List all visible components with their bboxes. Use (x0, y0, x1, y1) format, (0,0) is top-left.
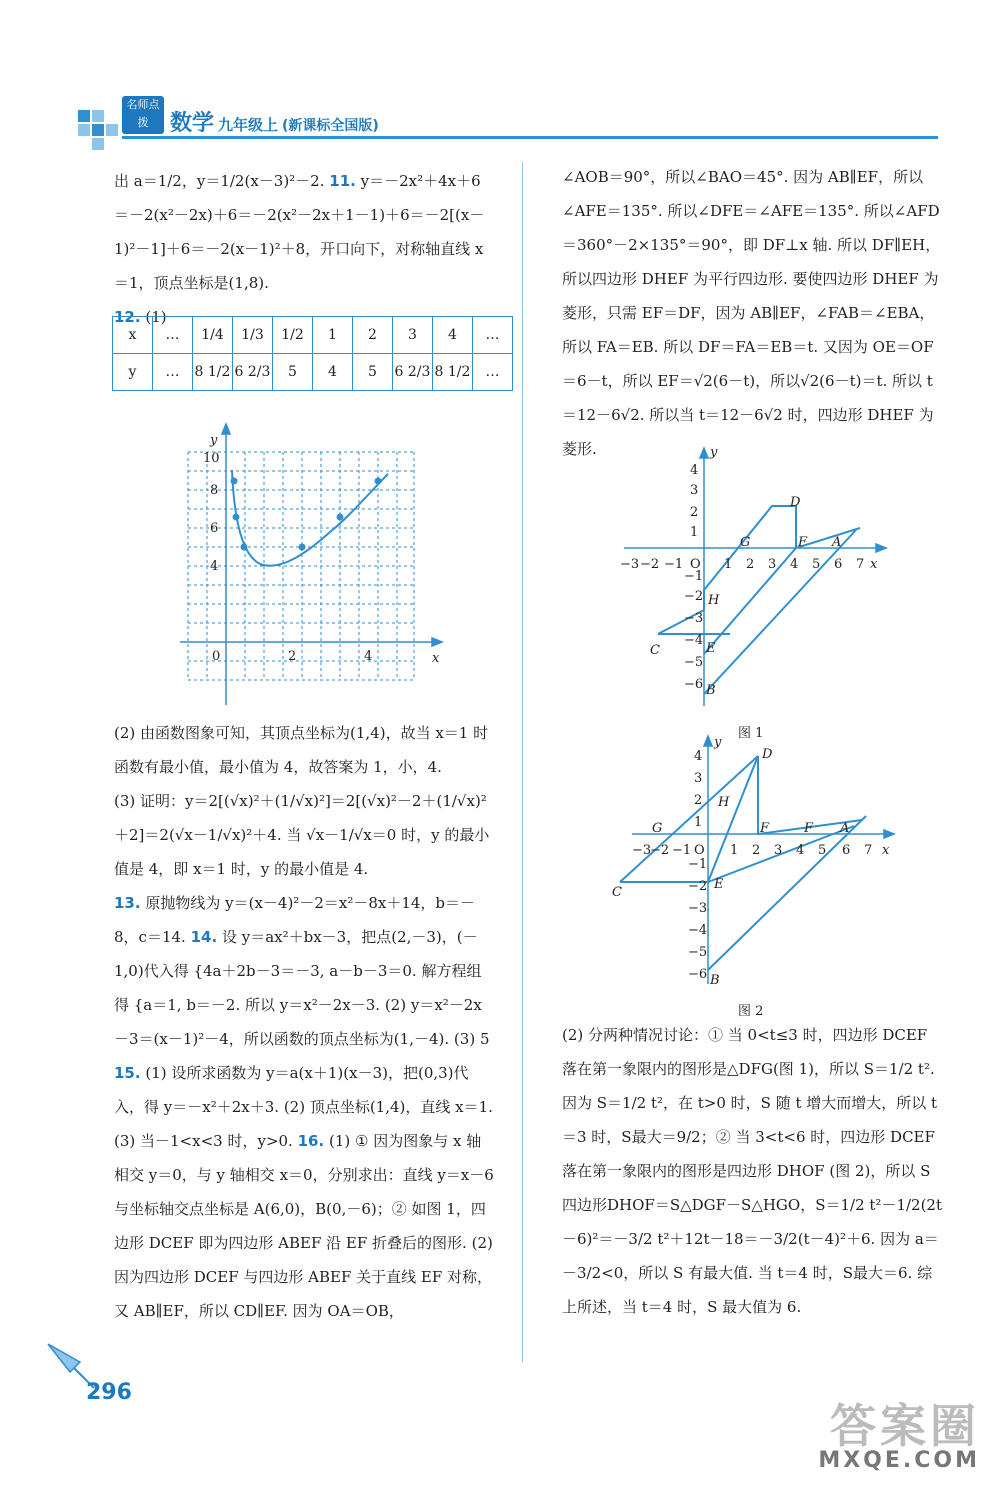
y-axis-label: y (210, 433, 218, 448)
point-label: D (790, 495, 801, 510)
graph-grid (188, 452, 414, 680)
header-title (170, 106, 379, 137)
y-tick-label: 4 (694, 749, 703, 764)
left-column-top (114, 164, 494, 334)
y-tick-label: −1 (684, 569, 704, 584)
table-cell: 1 (313, 317, 353, 354)
y-tick-label: 8 (210, 483, 219, 498)
x-axis-label: x (870, 557, 878, 572)
table-cell: … (153, 354, 193, 391)
x-tick-label: 1 (724, 557, 733, 572)
line-ab (708, 816, 866, 970)
answer-12-part2: (2) 由函数图象可知，其顶点坐标为(1,4)，故当 x＝1 时函数有最小值，最小值为 4，故答案为 1，小，4. (114, 724, 489, 776)
x-tick-label: 3 (774, 843, 783, 858)
figure-2-caption: 图 2 (738, 1004, 764, 1019)
y-axis-arrow-icon (704, 736, 712, 746)
answer-13: 13. 原抛物线为 y＝(x－4)²－2＝x²－8x＋14，b＝－8，c＝14. 14. 设 y＝ax²＋bx－3，把点(2,－3)，(－1,0)代入得 {4a＋2b－3＝－3, a－b－3＝0. 解方程组得 {a＝1, b＝－2. 所以 y＝x²－2x－3. (2) y＝x²－2x－3＝(x－1)²－4，所以函数的顶点坐标为(1,－4). (3) 5 15. (1) 设所求函数为 y＝a(x＋1)(x－3)，把(0,3)代入，得 y＝－x²＋2x＋3. (2) 顶点坐标(1,4)，直线 x＝1. (3) 当－1<x<3 时，y>0. 16. (1) ① 因为图象与 x 轴相交 y＝0，与 y 轴相交 x＝0，分别求出：直线 y＝x－6 与坐标轴交点坐标是 A(6,0)，B(0,－6)；② 如图 1，四边形 DCEF 即为四边形 ABEF 沿 EF 折叠后的图形. (2) 因为四边形 DCEF 与四边形 ABEF 关于直线 EF 对称，又 AB∥EF，所以 CD∥EF. 因为 OA＝OB， (114, 894, 494, 1320)
figure-1 (620, 444, 890, 714)
watermark-logo: 答案圈 (830, 1399, 980, 1453)
x-tick-label: 5 (818, 843, 827, 858)
x-tick-label: 4 (364, 649, 373, 664)
x-tick-label: −1 (672, 843, 692, 858)
x-tick-label: 2 (288, 649, 297, 664)
point-label: G (652, 821, 663, 836)
y-tick-label: −1 (688, 857, 708, 872)
point-label: A (840, 821, 850, 836)
point-label: H (718, 795, 730, 810)
curve (232, 470, 388, 566)
header-squares-icon (78, 110, 118, 150)
y-axis-label: y (714, 735, 722, 750)
x-tick-label: 2 (746, 557, 755, 572)
right-column-top (562, 160, 942, 466)
x-tick-label: 6 (842, 843, 851, 858)
grade-label: 九年级上 (218, 116, 279, 134)
figure-2-fold (620, 756, 862, 882)
point-label: A (832, 535, 842, 550)
problem-number: 11. (329, 172, 356, 190)
y-tick-label: −2 (688, 879, 708, 894)
table-cell: 3 (393, 317, 433, 354)
y-tick-label: −6 (684, 677, 704, 692)
function-graph (170, 420, 460, 710)
point-label: F (798, 535, 808, 550)
y-axis-label: y (710, 445, 718, 460)
problem-number: 16. (297, 1132, 325, 1150)
x-tick-label: 1 (730, 843, 739, 858)
subject-title: 数学 (170, 111, 215, 136)
point-label: H (708, 593, 720, 608)
point-label: F (804, 821, 814, 836)
y-tick-label: 4 (690, 463, 699, 478)
y-tick-label: −2 (684, 589, 704, 604)
x-axis-arrow-icon (884, 830, 894, 838)
line-ab (704, 530, 856, 694)
header-badge: 名师点拨 (122, 96, 164, 134)
table-cell: 4 (313, 354, 353, 391)
watermark (690, 1390, 990, 1480)
table-row (113, 317, 513, 354)
table-cell: 8 1/2 (193, 354, 233, 391)
x-tick-label: −3 (620, 557, 640, 572)
y-tick-label: −6 (688, 967, 708, 982)
table-cell: 6 2/3 (393, 354, 433, 391)
y-tick-label: −5 (684, 655, 704, 670)
x-tick-label: 7 (864, 843, 873, 858)
answer-12-part3: (3) 证明：y＝2[(√x)²＋(1/√x)²]＝2[(√x)²－2＋(1/√x)²＋2]＝2(√x－1/√x)²＋4. 当 √x－1/√x＝0 时，y 的最小值是 4，即 x＝1 时，y 的最小值是 4. (114, 792, 490, 878)
point-label: G (740, 535, 751, 550)
edition-label: (新课标全国版) (282, 118, 379, 134)
point-label: B (710, 973, 720, 988)
point-label: D (762, 747, 773, 762)
y-tick-label: 3 (694, 771, 703, 786)
table-cell: … (153, 317, 193, 354)
point-label: C (650, 643, 660, 658)
header-rule (122, 136, 938, 139)
right-column-bottom (562, 1018, 942, 1324)
curve-point (233, 514, 240, 521)
x-tick-label: 7 (856, 557, 865, 572)
origin-label: O (690, 557, 701, 572)
x-tick-label: 2 (752, 843, 761, 858)
table-cell: 4 (433, 317, 473, 354)
curve-point (375, 478, 382, 485)
point-label: F (760, 821, 770, 836)
x-axis-label: x (882, 843, 890, 858)
point-label: E (706, 641, 716, 656)
x-tick-label: −1 (664, 557, 684, 572)
table-cell: 6 2/3 (233, 354, 273, 391)
table-cell: 2 (353, 317, 393, 354)
x-tick-label: −2 (650, 843, 670, 858)
page-header (78, 96, 938, 156)
problem-number: 14. (190, 928, 218, 946)
y-tick-label: −4 (684, 633, 704, 648)
x-tick-label: 4 (790, 557, 799, 572)
page-number: 296 (86, 1380, 132, 1405)
curve-point (231, 478, 238, 485)
y-axis-arrow-icon (700, 448, 708, 458)
left-column-bottom (114, 716, 494, 1328)
table-cell: 1/3 (233, 317, 273, 354)
curve-point (241, 544, 248, 551)
y-tick-label: 1 (694, 815, 703, 830)
table-cell: 5 (353, 354, 393, 391)
y-tick-label: 10 (203, 451, 220, 466)
answer-11: y＝－2x²＋4x＋6＝－2(x²－2x)＋6＝－2(x²－2x＋1－1)＋6＝－2[(x－1)²－1]＋6＝－2(x－1)²＋8，开口向下，对称轴直线 x＝1，顶点坐标是(1,8). (114, 172, 485, 292)
problem-number: 15. (114, 1064, 141, 1082)
table-cell: y (113, 354, 153, 391)
answer-16-part1-continued: ∠AOB＝90°，所以∠BAO＝45°. 因为 AB∥EF，所以∠AFE＝135°. 所以∠DFE＝∠AFE＝135°. 所以∠AFD＝360°－2×135°＝90°，即 DF⊥x 轴. 所以 DF∥EH，所以四边形 DHEF 为平行四边形. 要使四边形 DHEF 为菱形，只需 EF＝DF，因为 AB∥EF，∠FAB＝∠EBA，所以 FA＝EB. 所以 DF＝FA＝EB＝t. 又因为 OE＝OF＝6－t，所以 EF＝√2(6－t)，所以√2(6－t)＝t. 所以 t＝12－6√2. 所以当 t＝12－6√2 时，四边形 DHEF 为菱形. (562, 168, 941, 458)
x-tick-label: 5 (812, 557, 821, 572)
figure-1-caption: 图 1 (738, 726, 764, 741)
table-cell: x (113, 317, 153, 354)
y-tick-label: −5 (688, 945, 708, 960)
x-axis-arrow-icon (876, 544, 886, 552)
column-divider (522, 162, 523, 1362)
watermark-url: MXQE.COM (818, 1448, 980, 1473)
y-tick-label: 2 (694, 793, 703, 808)
x-tick-label: 6 (834, 557, 843, 572)
curve-point (299, 544, 306, 551)
answer-16-part2: (2) 分两种情况讨论：① 当 0<t≤3 时，四边形 DCEF 落在第一象限内的图形是△DFG(图 1)，所以 S＝1/2 t². 因为 S＝1/2 t²，在 t>0 时，S 随 t 增大而增大，所以 t＝3 时，S最大＝9/2；② 当 3<t<6 时，四边形 DCEF 落在第一象限内的图形是四边形 DHOF (图 2)，所以 S四边形DHOF＝S△DGF－S△HGO，S＝1/2 t²－1/2(2t－6)²＝－3/2 t²＋12t－18＝－3/2(t－4)²＋6. 因为 a＝－3/2<0，所以 S 有最大值. 当 t＝4 时，S最大＝6. 综上所述，当 t＝4 时，S 最大值为 6. (562, 1026, 943, 1316)
table-cell: 8 1/2 (433, 354, 473, 391)
x-tick-label: 4 (796, 843, 805, 858)
curve-point (337, 514, 344, 521)
y-tick-label: 1 (690, 525, 699, 540)
y-tick-label: 2 (690, 505, 699, 520)
origin-label: 0 (212, 649, 221, 664)
problem-number: 12. (114, 308, 141, 326)
y-axis-arrow-icon (222, 424, 230, 434)
table-cell: … (473, 354, 513, 391)
answer-10-end: 出 a＝1/2，y＝1/2(x－3)²－2. 11. y＝－2x²＋4x＋6＝－2(x²－2x)＋6＝－2(x²－2x＋1－1)＋6＝－2[(x－1)²－1]＋6＝－2(x－1)²＋8，开口向下，对称轴直线 x＝1，顶点坐标是(1,8). (114, 172, 485, 292)
answer-12-part1: 12. (1) (114, 308, 167, 326)
x-tick-label: −3 (632, 843, 652, 858)
value-table (112, 316, 513, 391)
x-axis-label: x (432, 651, 440, 666)
point-label: B (706, 683, 716, 698)
point-label: C (612, 885, 622, 900)
y-tick-label: 4 (210, 559, 219, 574)
figure-2 (610, 734, 900, 994)
table-cell: … (473, 317, 513, 354)
origin-label: O (694, 843, 705, 858)
table-cell: 5 (273, 354, 313, 391)
y-tick-label: −3 (688, 901, 708, 916)
x-tick-label: 3 (768, 557, 777, 572)
x-axis-arrow-icon (432, 638, 442, 646)
problem-number: 13. (114, 894, 141, 912)
y-tick-label: −4 (688, 923, 708, 938)
x-tick-label: −2 (640, 557, 660, 572)
table-cell: 1/2 (273, 317, 313, 354)
y-tick-label: 3 (690, 483, 699, 498)
point-label: E (714, 877, 724, 892)
y-tick-label: 6 (210, 521, 219, 536)
y-tick-label: −3 (684, 611, 704, 626)
table-cell: 1/4 (193, 317, 233, 354)
table-row (113, 354, 513, 391)
